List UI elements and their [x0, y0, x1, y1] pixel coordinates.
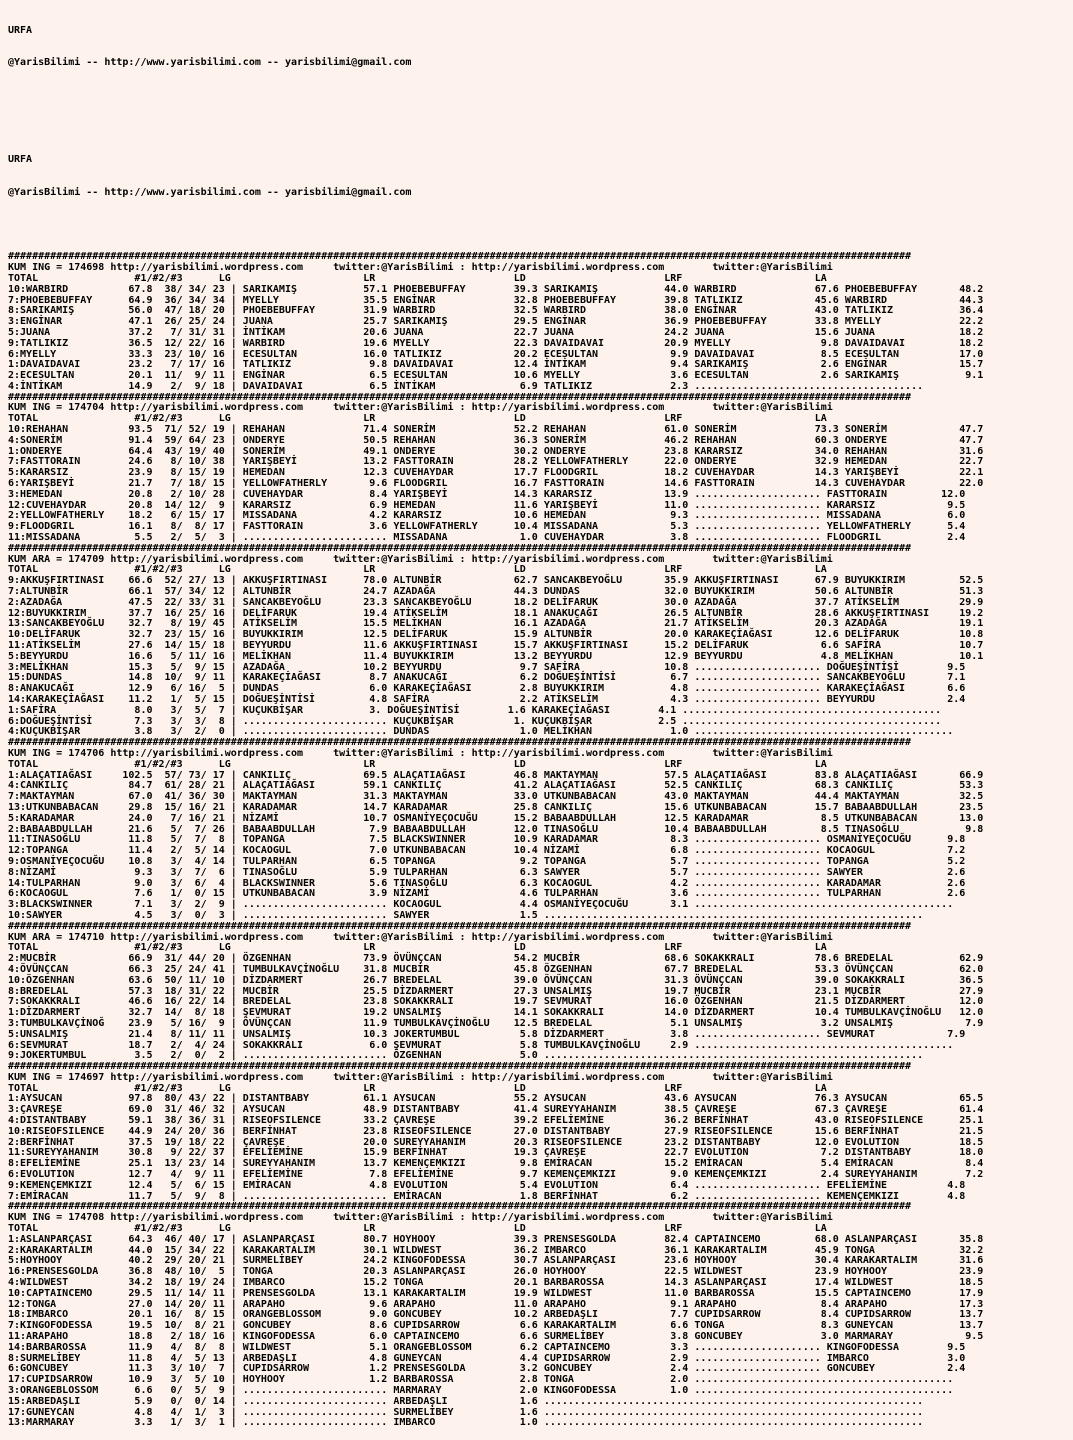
- blank-line: [8, 123, 1073, 134]
- blank-line: [8, 90, 1073, 101]
- table-row: 8:ANAKUCAĞI 12.9 6/ 16/ 5 | DUNDAS 6.0 KARAKEÇİAĞASI 2.8 BUYUKKIRIM 4.8 ..................... KARAKEÇİAĞASI 6.6: [8, 683, 966, 695]
- table-row: 12:TOPANGA 11.4 2/ 5/ 14 | KOCAOGUL 7.0 UTKUNBABACAN 10.4 NİZAMİ 6.8 ..................... KOCAOGUL 7.2: [8, 845, 966, 857]
- table-row: 9:KEMENÇEMKIZI 12.4 5/ 6/ 15 | EMİRACAN 4.8 EVOLUTION 5.4 EVOLUTION 6.4 ..................... EFELİEMİNE 4.8: [8, 1179, 966, 1191]
- table-row: 4:SONERİM 91.4 59/ 64/ 23 | ONDERYE 50.5 REHAHAN 36.3 SONERİM 46.2 REHAHAN 60.3 ONDERYE 47.7: [8, 434, 984, 446]
- table-row: 3:HEMEDAN 20.8 2/ 10/ 28 | CUVEHAYDAR 8.4 YARIŞBEYİ 14.3 KARARSIZ 13.9 ..................... FASTTORAIN 12.0: [8, 488, 966, 500]
- table-row: 10:SAWYER 4.5 3/ 0/ 3 | ........................ SAWYER 1.5 ...............................................................: [8, 909, 924, 921]
- table-row: 1:ONDERYE 64.4 43/ 19/ 40 | SONERİM 49.1 ONDERYE 30.2 ONDERYE 23.8 KARARSIZ 34.0 REHAHAN 31.6: [8, 445, 984, 457]
- table-row: 11:ATİKSELİM 27.6 14/ 15/ 18 | BEYYURDU 11.6 AKKUŞFIRTINASI 15.7 AKKUŞFIRTINASI 15.2 DELİFARUK 6.6 SAFİRA 10.7: [8, 640, 984, 652]
- table-row: 7:EMİRACAN 11.7 5/ 9/ 8 | ........................ EMİRACAN 1.8 BERFİNHAT 6.2 ..................... KEMENÇEMKIZI 4.8: [8, 1190, 966, 1202]
- table-row: 4:DISTANTBABY 59.1 38/ 36/ 31 | RISEOFSILENCE 33.2 ÇAVREŞE 39.2 EFELİEMİNE 36.2 BERFİNHAT 43.0 RISEOFSILENCE 25.1: [8, 1115, 984, 1127]
- table-row: 13:SANCAKBEYOĞLU 32.7 8/ 19/ 45 | ATİKSELİM 15.5 MELİKHAN 16.1 AZADAĞA 21.7 ATİKSELİM 20.3 AZADAĞA 19.1: [8, 618, 984, 630]
- race-section: [8, 544, 1073, 738]
- section-divider: ######################################################################################################################################################: [8, 1061, 912, 1073]
- column-header-line: TOTAL #1/#2/#3 LG LR LD LRF LA: [8, 942, 827, 954]
- section-divider: ######################################################################################################################################################: [8, 251, 912, 263]
- table-row: 18:IMBARCO 20.1 16/ 8/ 15 | ORANGEBLOSSOM 9.0 GONCUBEY 10.2 ARBEDAŞLI 7.7 CUPIDSARROW 8.4 CUPIDSARROW 13.7: [8, 1309, 984, 1321]
- table-row: 17:GUNEYCAN 4.8 4/ 1/ 3 | ........................ SURMELİBEY 1.6 ...............................................................: [8, 1406, 924, 1418]
- race-section: [8, 1202, 1073, 1429]
- race-title-line: KUM ING = 174704 http://yarisbilimi.wordpress.com twitter:@YarisBilimi : http://yarisbilimi.wordpress.com twitter:@YarisBilimi: [8, 402, 833, 414]
- table-row: 6:GONCUBEY 11.3 3/ 10/ 7 | CUPIDSARROW 1.2 PRENSESGOLDA 3.2 GONCUBEY 2.4 ..................... GONCUBEY 2.4: [8, 1363, 966, 1375]
- table-row: 6:SEVMURAT 18.7 2/ 4/ 24 | SOKAKKRALI 6.0 ŞEVMURAT 5.8 TUMBULKAVÇİNOĞLU 2.9 ...........................................: [8, 1039, 954, 1051]
- table-row: 7:SOKAKKRALI 46.6 16/ 22/ 14 | BREDELAL 23.8 SOKAKKRALI 19.7 SEVMURAT 16.0 ÖZGENHAN 21.5 DİZDARMERT 12.0: [8, 996, 984, 1008]
- report-header-city-repeat: URFA: [8, 154, 33, 166]
- table-row: 12:BUYUKKIRIM 37.7 16/ 25/ 16 | DELİFARUK 19.4 ATİKSELİM 18.1 ANAKUCAĞI 26.5 ALTUNBİR 28.6 AKKUŞFIRTINASI 19.2: [8, 607, 984, 619]
- race-section: [8, 922, 1073, 1062]
- table-row: 2:MUCBİR 66.9 31/ 44/ 20 | ÖZGENHAN 73.9 ÖVÜNÇCAN 54.2 MUCBİR 68.6 SOKAKKRALI 78.6 BREDELAL 62.9: [8, 953, 984, 965]
- table-row: 3:BLACKSWINNER 7.1 3/ 2/ 9 | ........................ KOCAOGUL 4.4 OSMANİYEÇOCUĞU 3.1 ...........................................: [8, 899, 954, 911]
- race-title-line: KUM ING = 174698 http://yarisbilimi.wordpress.com twitter:@YarisBilimi : http://yarisbilimi.wordpress.com twitter:@YarisBilimi: [8, 262, 833, 274]
- table-row: 4:KUÇUKBİŞAR 3.8 3/ 2/ 0 | ........................ DUNDAS 1.0 MELİKHAN 1.0 ...........................................: [8, 726, 954, 738]
- table-row: 1:AYSUCAN 97.8 80/ 43/ 22 | DISTANTBABY 61.1 AYSUCAN 55.2 AYSUCAN 43.6 AYSUCAN 76.3 AYSUCAN 65.5: [8, 1093, 984, 1105]
- column-header-line: TOTAL #1/#2/#3 LG LR LD LRF LA: [8, 758, 827, 770]
- table-row: 10:DELİFARUK 32.7 23/ 15/ 16 | BUYUKKIRIM 12.5 DELİFARUK 15.9 ALTUNBİR 20.0 KARAKEÇİAĞASI 12.6 DELİFARUK 10.8: [8, 629, 984, 641]
- race-sections: [8, 252, 1073, 1429]
- race-title-line: KUM ING = 174697 http://yarisbilimi.wordpress.com twitter:@YarisBilimi : http://yarisbilimi.wordpress.com twitter:@YarisBilimi: [8, 1071, 833, 1083]
- table-row: 9:TATLIKIZ 36.5 12/ 22/ 16 | WARBIRD 19.6 MYELLY 22.3 DAVAIDAVAI 20.9 MYELLY 9.8 DAVAIDAVAI 18.2: [8, 337, 984, 349]
- section-divider: ######################################################################################################################################################: [8, 920, 912, 932]
- table-row: 8:SURMELİBEY 11.8 4/ 5/ 13 | ARBEDAŞLI 4.8 GUNEYCAN 4.4 CUPIDSARROW 2.9 ..................... IMBARCO 3.0: [8, 1352, 966, 1364]
- table-row: 3:ENGİNAR 47.1 26/ 25/ 24 | JUANA 25.7 SARIKAMIŞ 29.5 ENGİNAR 36.9 PHOEBEBUFFAY 33.8 MYELLY 22.2: [8, 316, 984, 328]
- table-row: 12:CUVEHAYDAR 20.8 14/ 12/ 9 | KARARSIZ 6.9 HEMEDAN 11.6 YARIŞBEYİ 11.0 ..................... KARARSIZ 9.5: [8, 499, 966, 511]
- table-row: 11:SUREYYAHANIM 30.8 9/ 22/ 37 | EFELİEMİNE 15.9 BERFİNHAT 19.3 ÇAVREŞE 22.7 EVOLUTION 7.2 DISTANTBABY 18.0: [8, 1147, 984, 1159]
- section-divider: ######################################################################################################################################################: [8, 1201, 912, 1213]
- column-header-line: TOTAL #1/#2/#3 LG LR LD LRF LA: [8, 413, 827, 425]
- table-row: 5:KARARSIZ 23.9 8/ 15/ 19 | HEMEDAN 12.3 CUVEHAYDAR 17.7 FLOODGRIL 18.2 CUVEHAYDAR 14.3 YARIŞBEYİ 22.1: [8, 467, 984, 479]
- table-row: 1:SAFİRA 8.0 3/ 5/ 7 | KUÇUKBİŞAR 3. DOĞUEŞİNTİSİ 1.6 KARAKEÇİAĞASI 4.1 ...........................................: [8, 704, 942, 716]
- table-row: 9:AKKUŞFIRTINASI 66.6 52/ 27/ 13 | AKKUŞFIRTINASI 78.0 ALTUNBİR 62.7 SANCAKBEYOĞLU 35.9 AKKUŞFIRTINASI 67.9 BUYUKKIRIM 52.5: [8, 575, 984, 587]
- race-section: [8, 738, 1073, 922]
- table-row: 2:YELLOWFATHERLY 18.2 6/ 15/ 17 | MISSADANA 4.2 KARARSIZ 10.6 HEMEDAN 9.3 ..................... MISSADANA 6.0: [8, 510, 966, 522]
- table-row: 7:KINGOFODESSA 19.5 10/ 8/ 21 | GONCUBEY 8.6 CUPIDSARROW 6.6 KARAKARTALIM 6.6 TONGA 8.3 GUNEYCAN 13.7: [8, 1320, 984, 1332]
- table-row: 6:MYELLY 33.3 23/ 10/ 16 | ECESULTAN 16.0 TATLIKIZ 20.2 ECESULTAN 9.9 DAVAIDAVAI 8.5 ECESULTAN 17.0: [8, 348, 984, 360]
- table-row: 7:PHOEBEBUFFAY 64.9 36/ 34/ 34 | MYELLY 35.5 ENGİNAR 32.8 PHOEBEBUFFAY 39.8 TATLIKIZ 45.6 WARBIRD 44.3: [8, 294, 984, 306]
- table-row: 11:MISSADANA 5.5 2/ 5/ 3 | ........................ MISSADANA 1.0 CUVEHAYDAR 3.8 ..................... FLOODGRIL 2.4: [8, 532, 966, 544]
- table-row: 5:BEYYURDU 16.6 5/ 11/ 16 | MELİKHAN 11.4 BUYUKKIRIM 13.2 BEYYURDU 12.9 BEYYURDU 4.8 MELİKHAN 10.1: [8, 650, 984, 662]
- table-row: 2:AZADAĞA 47.5 22/ 33/ 31 | SANCAKBEYOĞLU 23.3 SANCAKBEYOĞLU 18.2 DELİFARUK 30.0 AZADAĞA 37.7 ATİKSELİM 29.9: [8, 596, 984, 608]
- table-row: 8:BREDELAL 57.3 18/ 31/ 22 | MUCBİR 25.5 DİZDARMERT 27.3 UNSALMIŞ 19.7 MUCBİR 23.1 MUCBİR 27.9: [8, 985, 984, 997]
- table-row: 7:MAKTAYMAN 67.0 41/ 36/ 30 | MAKTAYMAN 31.3 MAKTAYMAN 33.0 UTKUNBABACAN 43.0 MAKTAYMAN 44.4 MAKTAYMAN 32.5: [8, 791, 984, 803]
- table-row: 6:EVOLUTION 12.7 4/ 9/ 11 | EFELİEMİNE 7.8 EFELİEMİNE 9.7 KEMENÇEMKIZI 9.0 KEMENÇEMKIZI 2.4 SUREYYAHANIM 7.2: [8, 1169, 984, 1181]
- section-divider: ######################################################################################################################################################: [8, 737, 912, 749]
- table-row: 14:TULPARHAN 9.0 3/ 6/ 4 | BLACKSWINNER 5.6 TINASOĞLU 6.3 KOCAOGUL 4.2 ..................... KARADAMAR 2.6: [8, 877, 966, 889]
- table-row: 2:ECESULTAN 20.1 11/ 9/ 11 | ENGİNAR 6.5 ECESULTAN 10.6 MYELLY 3.6 ECESULTAN 2.6 SARIKAMIŞ 9.1: [8, 370, 984, 382]
- table-row: 1:DAVAIDAVAI 23.2 7/ 17/ 16 | TATLIKIZ 9.8 DAVAIDAVAI 12.4 İNTİKAM 9.4 SARIKAMIŞ 2.6 ENGİNAR 15.7: [8, 359, 984, 371]
- table-row: 13:MARMARAY 3.3 1/ 3/ 1 | ........................ IMBARCO 1.0 ...............................................................: [8, 1417, 924, 1429]
- column-header-line: TOTAL #1/#2/#3 LG LR LD LRF LA: [8, 1082, 827, 1094]
- table-row: 8:NİZAMİ 9.3 3/ 7/ 6 | TINASOĞLU 5.9 TULPARHAN 6.3 SAWYER 5.7 ..................... SAWYER 2.6: [8, 866, 966, 878]
- table-row: 9:JOKERTUMBUL 3.5 2/ 0/ 2 | ........................ ÖZGENHAN 5.0 ...............................................................: [8, 1050, 924, 1062]
- table-row: 10:REHAHAN 93.5 71/ 52/ 19 | REHAHAN 71.4 SONERİM 52.2 REHAHAN 61.0 SONERİM 73.3 SONERİM 47.7: [8, 424, 984, 436]
- table-row: 4:WILDWEST 34.2 18/ 19/ 24 | IMBARCO 15.2 TONGA 20.1 BARBAROSSA 14.3 ASLANPARÇASI 17.4 WILDWEST 18.5: [8, 1277, 984, 1289]
- table-row: 10:CAPTAINCEMO 29.5 11/ 14/ 11 | PRENSESGOLDA 13.1 KARAKARTALIM 19.9 WILDWEST 11.0 BARBAROSSA 15.5 CAPTAINCEMO 17.9: [8, 1287, 984, 1299]
- table-row: 1:ASLANPARÇASI 64.3 46/ 40/ 17 | ASLANPARÇASI 80.7 HOYHOOY 39.3 PRENSESGOLDA 82.4 CAPTAINCEMO 68.0 ASLANPARÇASI 35.8: [8, 1233, 984, 1245]
- blank-line: [8, 220, 1073, 231]
- table-row: 4:CANKILIÇ 84.7 61/ 28/ 21 | ALAÇATIAĞASI 59.1 CANKILIÇ 41.2 ALAÇATIAĞASI 52.5 CANKILIÇ 68.3 CANKILIÇ 53.3: [8, 780, 984, 792]
- table-row: 8:SARIKAMIŞ 56.0 47/ 18/ 20 | PHOEBEBUFFAY 31.9 WARBIRD 32.5 WARBIRD 38.0 ENGİNAR 43.0 TATLIKIZ 36.4: [8, 305, 984, 317]
- table-row: 8:EFELİEMİNE 25.1 13/ 23/ 14 | SUREYYAHANIM 13.7 KEMENÇEMKIZI 9.8 EMİRACAN 15.2 EMİRACAN 5.4 EMİRACAN 8.4: [8, 1158, 984, 1170]
- table-row: 10:RISEOFSILENCE 44.9 24/ 20/ 36 | BERFİNHAT 23.8 RISEOFSILENCE 27.0 DISTANTBABY 27.9 RISEOFSILENCE 15.6 BERFİNHAT 21.5: [8, 1125, 984, 1137]
- column-header-line: TOTAL #1/#2/#3 LG LR LD LRF LA: [8, 272, 827, 284]
- table-row: 5:HOYHOOY 40.2 29/ 20/ 21 | SURMELİBEY 24.2 KINGOFODESSA 30.7 ASLANPARÇASI 23.6 HOYHOOY 30.4 KARAKARTALIM 31.6: [8, 1255, 984, 1267]
- race-section: [8, 393, 1073, 544]
- race-section: [8, 252, 1073, 392]
- table-row: 2:BABAABDULLAH 21.6 5/ 7/ 26 | BABAABDULLAH 7.9 BABAABDULLAH 12.0 TINASOĞLU 10.4 BABAABDULLAH 8.5 TINASOĞLU 9.8: [8, 823, 984, 835]
- table-row: 14:KARAKEÇİAĞASI 11.2 1/ 5/ 15 | DOĞUEŞİNTİSİ 4.8 SAFİRA 2.2 ATİKSELİM 4.3 ..................... BEYYURDU 2.4: [8, 694, 966, 705]
- section-divider: ######################################################################################################################################################: [8, 391, 912, 403]
- table-row: 5:JUANA 37.2 7/ 31/ 31 | İNTİKAM 20.6 JUANA 22.7 JUANA 24.2 JUANA 15.6 JUANA 18.2: [8, 326, 984, 338]
- column-header-line: TOTAL #1/#2/#3 LG LR LD LRF LA: [8, 1223, 827, 1235]
- table-row: 5:UNSALMIŞ 21.4 8/ 11/ 11 | UNSALMIŞ 10.3 JOKERTUMBUL 5.8 DİZDARMERT 3.8 ..................... SEVMURAT 7.9: [8, 1028, 966, 1040]
- column-header-line: TOTAL #1/#2/#3 LG LR LD LRF LA: [8, 564, 827, 576]
- table-row: 10:WARBIRD 67.8 38/ 34/ 23 | SARIKAMIŞ 57.1 PHOEBEBUFFAY 39.3 SARIKAMIŞ 44.0 WARBIRD 67.6 PHOEBEBUFFAY 48.2: [8, 283, 984, 295]
- table-row: 3:ORANGEBLOSSOM 6.6 0/ 5/ 9 | ........................ MARMARAY 2.0 KINGOFODESSA 1.0 ...........................................: [8, 1385, 954, 1396]
- table-row: 3:MELİKHAN 15.3 5/ 9/ 15 | AZADAĞA 10.2 BEYYURDU 9.7 SAFİRA 10.8 ..................... DOĞUEŞİNTİSİ 9.5: [8, 661, 966, 673]
- table-row: 5:KARADAMAR 24.0 7/ 16/ 21 | NİZAMİ 10.7 OSMANİYEÇOCUĞU 15.2 BABAABDULLAH 12.5 KARADAMAR 8.5 UTKUNBABACAN 13.0: [8, 812, 984, 824]
- table-row: 11:TINASOĞLU 11.8 5/ 7/ 8 | TOPANGA 7.5 BLACKSWINNER 10.9 KARADAMAR 8.3 ..................... OSMANİYEÇOCUĞU 9.8: [8, 834, 966, 846]
- table-row: 15:DUNDAS 14.8 10/ 9/ 11 | KARAKEÇİAĞASI 8.7 ANAKUCAĞI 6.2 DOĞUEŞİNTİSİ 6.7 ..................... SANCAKBEYOĞLU 7.1: [8, 672, 966, 684]
- report-header-contact: @YarisBilimi -- http://www.yarisbilimi.com -- yarisbilimi@gmail.com: [8, 56, 412, 68]
- table-row: 17:CUPIDSARROW 10.9 3/ 5/ 10 | HOYHOOY 1.2 BARBAROSSA 2.8 TONGA 2.0 ...........................................: [8, 1374, 954, 1386]
- table-row: 2:BERFİNHAT 37.5 19/ 18/ 22 | ÇAVREŞE 20.0 SUREYYAHANIM 20.3 RISEOFSILENCE 23.2 DISTANTBABY 12.0 EVOLUTION 18.5: [8, 1136, 984, 1148]
- race-section: [8, 1062, 1073, 1202]
- table-row: 1:DİZDARMERT 32.7 14/ 8/ 18 | ŞEVMURAT 19.2 UNSALMIŞ 14.1 SOKAKKRALI 14.0 DİZDARMERT 10.4 TUMBULKAVÇİNOĞLU 12.0: [8, 1007, 984, 1019]
- table-row: 9:OSMANİYEÇOCUĞU 10.8 3/ 4/ 14 | TULPARHAN 6.5 TOPANGA 9.2 TOPANGA 5.7 ..................... TOPANGA 5.2: [8, 855, 966, 867]
- table-row: 1:ALAÇATIAĞASI 102.5 57/ 73/ 17 | CANKILIÇ 69.5 ALAÇATIAĞASI 46.8 MAKTAYMAN 57.5 ALAÇATIAĞASI 83.8 ALAÇATIAĞASI 66.9: [8, 769, 984, 781]
- table-row: 6:YARIŞBEYİ 21.7 7/ 18/ 15 | YELLOWFATHERLY 9.6 FLOODGRIL 16.7 FASTTORAIN 14.6 FASTTORAIN 14.3 CUVEHAYDAR 22.0: [8, 478, 984, 490]
- race-title-line: KUM ARA = 174709 http://yarisbilimi.wordpress.com twitter:@YarisBilimi : http://yarisbilimi.wordpress.com twitter:@YarisBilimi: [8, 553, 833, 565]
- table-row: 15:ARBEDAŞLI 5.9 0/ 0/ 14 | ........................ ARBEDAŞLI 1.6 ...............................................................: [8, 1395, 924, 1407]
- race-title-line: KUM ING = 174706 http://yarisbilimi.wordpress.com twitter:@YarisBilimi : http://yarisbilimi.wordpress.com twitter:@YarisBilimi: [8, 747, 833, 759]
- table-row: 4:ÖVÜNÇCAN 66.3 25/ 24/ 41 | TUMBULKAVÇİNOĞLU 31.8 MUCBİR 45.8 ÖZGENHAN 67.7 BREDELAL 53.3 ÖVÜNÇCAN 62.0: [8, 963, 984, 975]
- table-row: 6:KOCAOGUL 7.6 1/ 0/ 15 | UTKUNBABACAN 3.9 NİZAMİ 4.6 TULPARHAN 3.6 ..................... TULPARHAN 2.6: [8, 888, 966, 900]
- table-row: 14:BARBAROSSA 11.9 4/ 8/ 8 | WILDWEST 5.1 ORANGEBLOSSOM 6.2 CAPTAINCEMO 3.3 ..................... KINGOFODESSA 9.5: [8, 1341, 966, 1353]
- table-row: 13:UTKUNBABACAN 29.8 15/ 16/ 21 | KARADAMAR 14.7 KARADAMAR 25.8 CANKILIÇ 15.6 UTKUNBABACAN 15.7 BABAABDULLAH 23.5: [8, 801, 984, 813]
- race-title-line: KUM ING = 174708 http://yarisbilimi.wordpress.com twitter:@YarisBilimi : http://yarisbilimi.wordpress.com twitter:@YarisBilimi: [8, 1212, 833, 1224]
- table-row: 7:FASTTORAIN 24.6 8/ 10/ 38 | YARIŞBEYİ 13.2 FASTTORAIN 28.2 YELLOWFATHERLY 22.0 ONDERYE 32.9 HEMEDAN 22.7: [8, 456, 984, 468]
- table-row: 16:PRENSESGOLDA 36.8 48/ 10/ 5 | TONGA 20.3 ASLANPARÇASI 26.0 HOYHOOY 22.5 WILDWEST 23.9 HOYHOOY 23.9: [8, 1266, 984, 1278]
- section-divider: ######################################################################################################################################################: [8, 542, 912, 554]
- race-title-line: KUM ARA = 174710 http://yarisbilimi.wordpress.com twitter:@YarisBilimi : http://yarisbilimi.wordpress.com twitter:@YarisBilimi: [8, 931, 833, 943]
- table-row: 9:FLOODGRIL 16.1 8/ 8/ 17 | FASTTORAIN 3.6 YELLOWFATHERLY 10.4 MISSADANA 5.3 ..................... YELLOWFATHERLY 5.4: [8, 521, 966, 533]
- table-row: 3:TUMBULKAVÇİNOĞ 23.9 5/ 16/ 9 | ÖVÜNÇCAN 11.9 TUMBULKAVÇİNOĞLU 12.5 BREDELAL 5.1 UNSALMIŞ 3.2 UNSALMIŞ 7.9: [8, 1017, 984, 1029]
- report-header-city: URFA: [8, 24, 33, 36]
- table-row: 11:ARAPAHO 18.8 2/ 18/ 16 | KINGOFODESSA 6.0 CAPTAINCEMO 6.6 SURMELİBEY 3.8 GONCUBEY 3.0 MARMARAY 9.5: [8, 1331, 984, 1343]
- table-row: 2:KARAKARTALIM 44.0 15/ 34/ 22 | KARAKARTALIM 30.1 WILDWEST 36.2 IMBARCO 36.1 KARAKARTALIM 45.9 TONGA 32.2: [8, 1244, 984, 1256]
- table-row: 3:ÇAVREŞE 69.0 31/ 46/ 32 | AYSUCAN 48.9 DISTANTBABY 41.4 SUREYYAHANIM 38.5 ÇAVREŞE 67.3 ÇAVREŞE 61.4: [8, 1104, 984, 1116]
- table-row: 7:ALTUNBİR 66.1 57/ 34/ 12 | ALTUNBİR 24.7 AZADAĞA 44.3 DUNDAS 32.0 BUYUKKIRIM 50.6 ALTUNBİR 51.3: [8, 586, 984, 598]
- table-row: 6:DOĞUEŞİNTİSİ 7.3 3/ 3/ 8 | ........................ KUÇUKBİŞAR 1. KUÇUKBİŞAR 2.5 ...........................................: [8, 715, 942, 727]
- table-row: 10:ÖZGENHAN 63.6 50/ 11/ 10 | DİZDARMERT 26.7 BREDELAL 39.0 ÖVÜNÇCAN 31.3 ÖVÜNÇCAN 39.0 SOKAKKRALI 36.5: [8, 974, 984, 986]
- report-header-contact-repeat: @YarisBilimi -- http://www.yarisbilimi.com -- yarisbilimi@gmail.com: [8, 186, 412, 198]
- table-row: 12:TONGA 27.0 14/ 20/ 11 | ARAPAHO 9.6 ARAPAHO 11.0 ARAPAHO 9.1 ARAPAHO 8.4 ARAPAHO 17.3: [8, 1298, 984, 1310]
- table-row: 4:İNTİKAM 14.9 2/ 9/ 18 | DAVAIDAVAI 6.5 İNTİKAM 6.9 TATLIKIZ 2.3 ......................................: [8, 380, 924, 392]
